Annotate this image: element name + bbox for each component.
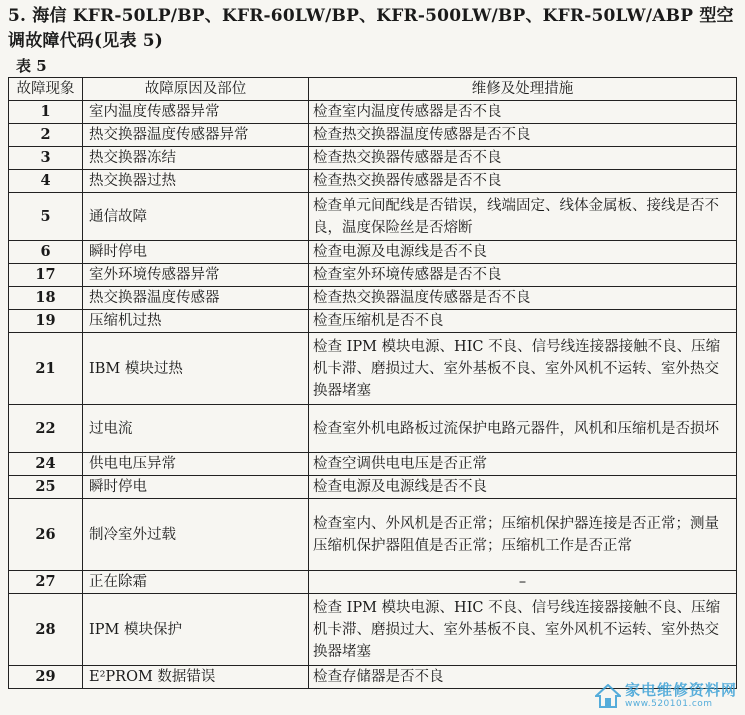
fault-code-cell: 3	[9, 147, 83, 170]
fault-code-cell: 29	[9, 666, 83, 689]
repair-measure-cell: 检查热交换器传感器是否不良	[309, 170, 737, 193]
repair-measure-cell: 检查电源及电源线是否不良	[309, 476, 737, 499]
header-measure: 维修及处理措施	[309, 78, 737, 101]
table-row	[9, 264, 737, 287]
table-row	[9, 193, 737, 241]
table-row	[9, 499, 737, 571]
fault-cause-cell: 室内温度传感器异常	[83, 101, 309, 124]
fault-code-cell: 18	[9, 287, 83, 310]
fault-cause-cell: 热交换器冻结	[83, 147, 309, 170]
fault-cause-cell: 供电电压异常	[83, 453, 309, 476]
heading-line-2: 调故障代码(见表 5)	[8, 31, 164, 51]
repair-measure-cell: 检查室内温度传感器是否不良	[309, 101, 737, 124]
repair-measure-cell: 检查存储器是否不良	[309, 666, 737, 689]
fault-cause-cell: 热交换器温度传感器异常	[83, 124, 309, 147]
repair-measure-cell: 检查室外环境传感器是否不良	[309, 264, 737, 287]
site-watermark	[595, 682, 737, 709]
fault-cause-cell: 瞬时停电	[83, 476, 309, 499]
fault-code-cell: 26	[9, 499, 83, 571]
fault-code-cell: 25	[9, 476, 83, 499]
header-fault-code: 故障现象	[9, 78, 83, 101]
fault-code-cell: 19	[9, 310, 83, 333]
repair-measure-cell: 检查室外机电路板过流保护电路元器件，风机和压缩机是否损坏	[309, 405, 737, 453]
fault-code-cell: 6	[9, 241, 83, 264]
fault-cause-cell: 正在除霜	[83, 571, 309, 594]
table-row	[9, 333, 737, 405]
watermark-site-name: 家电维修资料网	[624, 681, 737, 699]
fault-cause-cell: 室外环境传感器异常	[83, 264, 309, 287]
repair-measure-cell: 检查电源及电源线是否不良	[309, 241, 737, 264]
table-row	[9, 147, 737, 170]
heading-line-1: 5. 海信 KFR-50LP/BP、KFR-60LW/BP、KFR-500LW/BP、KFR-50LW/ABP 型空	[8, 6, 734, 26]
fault-code-cell: 24	[9, 453, 83, 476]
fault-code-cell: 1	[9, 101, 83, 124]
fault-cause-cell: 热交换器过热	[83, 170, 309, 193]
table-caption: 表 5	[16, 57, 47, 75]
repair-measure-cell: 检查 IPM 模块电源、HIC 不良、信号线连接器接触不良、压缩机卡滞、磨损过大、室外基板不良、室外风机不运转、室外热交换器堵塞	[309, 333, 737, 405]
fault-cause-cell: 压缩机过热	[83, 310, 309, 333]
table-row	[9, 310, 737, 333]
fault-code-cell: 28	[9, 594, 83, 666]
fault-cause-cell: 制冷室外过载	[83, 499, 309, 571]
fault-code-cell: 2	[9, 124, 83, 147]
fault-code-table	[8, 77, 737, 689]
repair-measure-cell: 检查热交换器温度传感器是否不良	[309, 287, 737, 310]
header-cause: 故障原因及部位	[83, 78, 309, 101]
fault-cause-cell: 热交换器温度传感器	[83, 287, 309, 310]
table-row	[9, 241, 737, 264]
table-row	[9, 453, 737, 476]
repair-measure-cell: 检查空调供电电压是否正常	[309, 453, 737, 476]
repair-measure-cell: 检查压缩机是否不良	[309, 310, 737, 333]
fault-code-cell: 5	[9, 193, 83, 241]
table-row	[9, 405, 737, 453]
table-row	[9, 101, 737, 124]
table-row	[9, 287, 737, 310]
fault-cause-cell: IPM 模块保护	[83, 594, 309, 666]
table-row	[9, 594, 737, 666]
repair-measure-cell: 检查 IPM 模块电源、HIC 不良、信号线连接器接触不良、压缩机卡滞、磨损过大、室外基板不良、室外风机不运转、室外热交换器堵塞	[309, 594, 737, 666]
table-row	[9, 170, 737, 193]
repair-measure-cell: 检查热交换器温度传感器是否不良	[309, 124, 737, 147]
fault-code-cell: 22	[9, 405, 83, 453]
fault-cause-cell: E²PROM 数据错误	[83, 666, 309, 689]
section-heading	[8, 4, 738, 54]
house-logo-icon	[595, 684, 621, 708]
repair-measure-cell: 检查室内、外风机是否正常；压缩机保护器连接是否正常；测量压缩机保护器阻值是否正常；压缩机工作是否正常	[309, 499, 737, 571]
fault-cause-cell: 过电流	[83, 405, 309, 453]
fault-cause-cell: IBM 模块过热	[83, 333, 309, 405]
document-page	[8, 4, 738, 689]
table-row	[9, 571, 737, 594]
fault-code-cell: 4	[9, 170, 83, 193]
table-header-row	[9, 78, 737, 101]
repair-measure-cell: 检查单元间配线是否错误，线端固定、线体金属板、接线是否不良，温度保险丝是否熔断	[309, 193, 737, 241]
fault-cause-cell: 通信故障	[83, 193, 309, 241]
repair-measure-cell: 检查热交换器传感器是否不良	[309, 147, 737, 170]
watermark-site-url: www.520101.com	[624, 699, 713, 709]
fault-code-cell: 21	[9, 333, 83, 405]
fault-cause-cell: 瞬时停电	[83, 241, 309, 264]
table-row	[9, 476, 737, 499]
fault-code-cell: 17	[9, 264, 83, 287]
fault-code-cell: 27	[9, 571, 83, 594]
table-row	[9, 124, 737, 147]
repair-measure-cell: –	[309, 571, 737, 594]
